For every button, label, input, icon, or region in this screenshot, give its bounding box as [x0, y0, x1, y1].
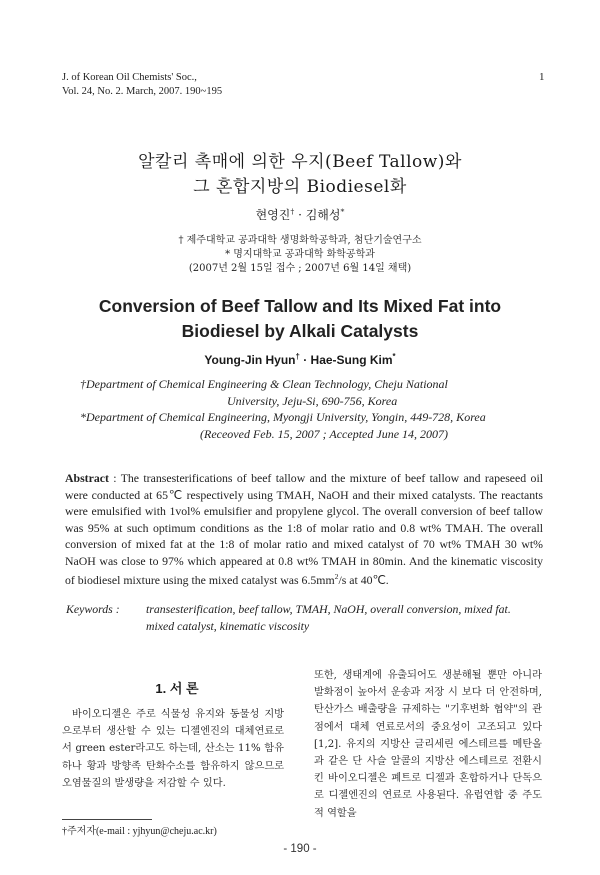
korean-author-2: 김해성	[305, 208, 341, 222]
korean-title-line2: 그 혼합지방의 Biodiesel화	[193, 177, 407, 197]
journal-name: J. of Korean Oil Chemists' Soc.,	[62, 72, 197, 83]
keywords-label: Keywords :	[66, 602, 120, 616]
korean-title-line1: 알칼리 촉매에 의한 우지(Beef Tallow)와	[138, 152, 462, 172]
asterisk-mark: *	[340, 207, 345, 216]
abstract-superscript: 2	[334, 572, 339, 581]
right-column-text: 또한, 생태계에 유출되어도 생분해될 뿐만 아니라 발화점이 높아서 운송과 저장 시 보다 더 안전하며, 탄산가스 배출량을 규제하는 "기후변화 협약"의 관점에서 대체 연료로서의 중요성이 고조되고 있다[1,2]. 유지의 지방산 글리세린 에스테르를 메탄올과 같은 단 사슬 알콜의 지방산 에스테르로 전환시킨 바이오디젤은 폐트로 디젤과 혼합하거나 단독으로 디젤엔진의 연료로 사용된다. 유럽연합 중 주도적 역할을	[314, 670, 542, 819]
korean-received-dates: (2007년 2월 15일 접수 ; 2007년 6월 14일 채택)	[188, 263, 412, 274]
left-column-text: 바이오디젤은 주로 식물성 유지와 동물성 지방으로부터 생산할 수 있는 디젤엔진의 대체연료로서 green ester라고도 하는데, 산소는 11% 함유하나 황과 방향족 탄화수소를 함유하지 않으므로 오염물질의 발생량을 저감할 수 있다.	[62, 709, 284, 789]
english-author-2: Hae-Sung Kim	[310, 353, 393, 367]
korean-authors	[0, 206, 600, 223]
dagger-mark: †	[295, 352, 300, 361]
korean-affiliation-2: * 명지대학교 공과대학 화학공학과	[225, 249, 375, 260]
korean-author-1: 현영진	[255, 208, 291, 222]
journal-volume: Vol. 24, No. 2. March, 2007. 190~195	[62, 86, 223, 97]
page-footer-number: - 190 -	[283, 843, 317, 855]
abstract	[65, 470, 543, 588]
english-title-line2: Biodiesel by Alkali Catalysts	[181, 321, 419, 341]
korean-affiliation-1: † 제주대학교 공과대학 생명화학공학과, 첨단기술연구소	[178, 235, 422, 246]
journal-citation	[62, 71, 222, 99]
section-heading: 1. 서 론	[155, 681, 199, 696]
english-authors	[0, 352, 600, 367]
dagger-mark: †	[290, 207, 295, 216]
keywords-line1: transesterification, beef tallow, TMAH, NaOH, overall conversion, mixed fat.	[146, 602, 511, 616]
english-title-line1: Conversion of Beef Tallow and Its Mixed Fat into	[98, 296, 502, 316]
english-affiliations	[80, 376, 550, 442]
footnote: †주저자(e-mail : yjhyun@cheju.ac.kr)	[62, 826, 217, 837]
abstract-text: The transesterifications of beef tallow and the mixture of beef tallow and rapeseed oil were conducted at 65℃ respectively using TMAH, NaOH and their mixed catalysts. The reactants were emulsified with 1vol% emulsifier and propylene glycol. The overall conversion of beef tallow was 95% at such optimum conditions as the 1:8 of molar ratio and 0.8 wt% TMAH. The overall conversion of mixed fat at the 1:8 of molar ratio and mixed catalyst of 70 wt% TMAH 30 wt% NaOH was close to 97% which appeared at 0.8 wt% TMAH in 80min. And the kinematic viscosity of biodiesel mixture using the mixed catalyst was 6.5mm	[65, 471, 543, 587]
author-separator: ·	[299, 353, 311, 367]
english-affiliation-1-cont: University, Jeju-Si, 690-756, Korea	[227, 393, 398, 408]
abstract-label: Abstract	[65, 471, 109, 485]
header-page-number: 1	[539, 71, 545, 83]
english-author-1: Young-Jin Hyun	[204, 353, 296, 367]
author-separator: ·	[294, 208, 306, 222]
keywords-line2: mixed catalyst, kinematic viscosity	[146, 619, 310, 633]
english-received-dates: (Receoved Feb. 15, 2007 ; Accepted June 14, 2007)	[200, 426, 449, 441]
footnote-rule	[62, 819, 152, 820]
abstract-text-end: /s at 40℃.	[338, 572, 389, 587]
asterisk-mark: *	[392, 352, 396, 361]
abstract-separator: :	[108, 471, 121, 485]
english-affiliation-1: †Department of Chemical Engineering & Clean Technology, Cheju National	[80, 377, 448, 391]
english-affiliation-2: *Department of Chemical Engineering, Myongji University, Yongin, 449-728, Korea	[80, 410, 486, 424]
keywords	[66, 601, 546, 635]
korean-affiliations	[0, 234, 600, 276]
